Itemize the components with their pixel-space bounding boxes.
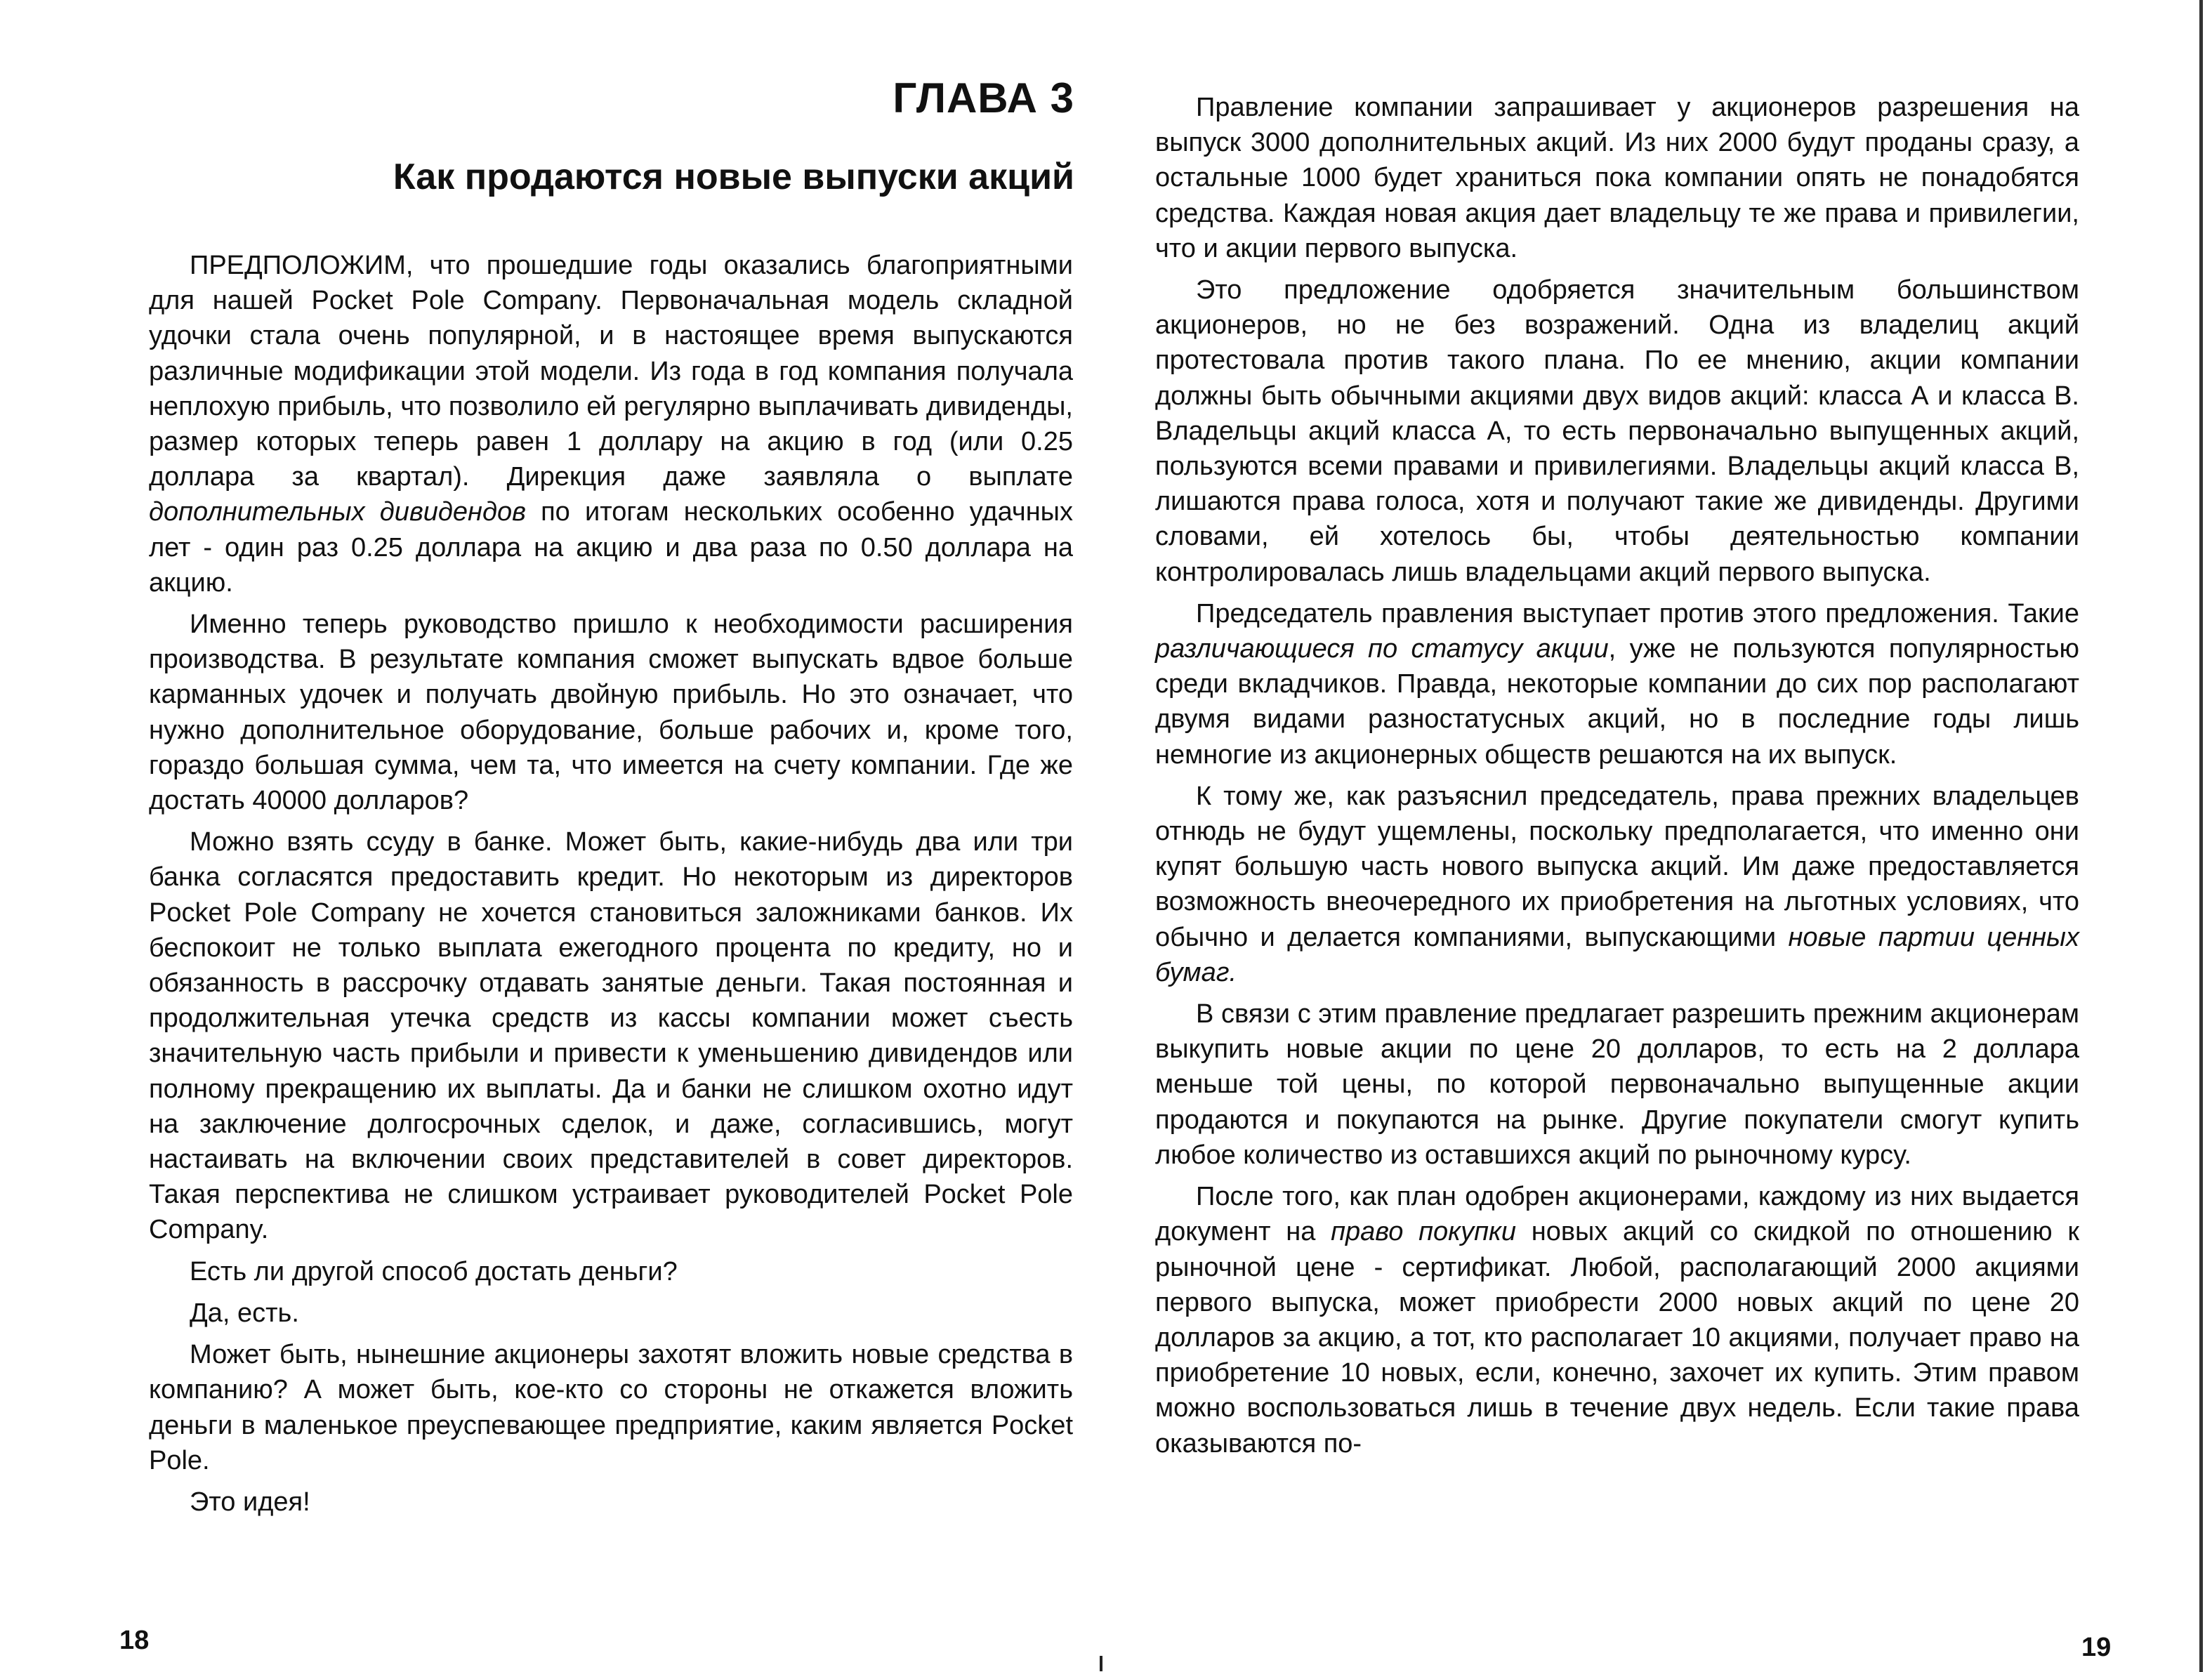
italic-term: право покупки — [1331, 1217, 1517, 1247]
binding-gutter-mark — [1100, 1656, 1102, 1671]
left-text-column — [149, 248, 1073, 1526]
chapter-heading: ГЛАВА 3 — [893, 74, 1074, 121]
page-number: 19 — [2081, 1633, 2112, 1662]
right-page — [1106, 0, 2212, 1672]
paragraph: ПРЕДПОЛОЖИМ, что прошедшие годы оказались благоприятными для нашей Pocket Pole Company. Первоначальная модель складной удочки стала очень популярной, и в настоящее время выпускаются различные модификации этой модели. Из года в год компания получала неплохую прибыль, что позволило ей регулярно выплачивать дивиденды, размер которых теперь равен 1 доллару на акцию в год (или 0.25 доллара за квартал). Дирекция даже заявляла о выплате дополнительных дивидендов по итогам нескольких особенно удачных лет - один раз 0.25 доллара на акцию и два раза по 0.50 доллара на акцию. — [149, 251, 1073, 598]
paragraph: Правление компании запрашивает у акционеров разрешения на выпуск 3000 дополнительных акций. Из них 2000 будут проданы сразу, а остальные 1000 будет храниться пока компании опять не понадобятся средства. Каждая новая акция дает владельцу те же права и привилегии, что и акции первого выпуска. — [1155, 93, 2079, 263]
paragraph: Может быть, нынешние акционеры захотят вложить новые средства в компанию? А может быть, кое-кто со стороны не откажется вложить деньги в маленькое преуспевающее предприятие, каким является Pocket Pole. — [149, 1340, 1073, 1475]
paragraph: Да, есть. — [190, 1298, 299, 1328]
paragraph: Это идея! — [190, 1487, 310, 1517]
paragraph: Это предложение одобряется значительным большинством акционеров, но не без возражений. Одна из владелиц акций протестовала против такого плана. По ее мнению, акции компании должны быть обычными акциями двух видов акций: класса А и класса В. Владельцы акций класса А, то есть первоначально выпущенных акций, пользуются всеми правами и привилегиями. Владельцы акций класса В, лишаются права голоса, хотя и получают такие же дивиденды. Другими словами, ей хотелось бы, чтобы деятельностью компании контролировалась лишь владельцами акций первого выпуска. — [1155, 275, 2079, 587]
page-number: 18 — [119, 1626, 150, 1655]
chapter-title: Как продаются новые выпуски акций — [393, 157, 1074, 197]
italic-term: дополнительных дивидендов — [149, 497, 526, 527]
paragraph: Председатель правления выступает против этого предложения. Такие различающиеся по статусу акции, уже не пользуются популярностью среди вкладчиков. Правда, некоторые компании до сих пор располагают двумя видами разностатусных акций, но в последние годы лишь немногие из акционерных обществ решаются на их выпуск. — [1155, 598, 2079, 770]
paragraph: После того, как план одобрен акционерами, каждому из них выдается документ на право покупки новых акций со скидкой по отношению к рыночной цене - сертификат. Любой, располагающий 2000 акциями первого выпуска, может приобрести 2000 новых акций по цене 20 долларов за акцию, а тот, кто располагает 10 акциями, получает право на приобретение 10 новых, если, конечно, захочет их купить. Этим правом можно воспользоваться лишь в течение двух недель. Если такие права оказываются по- — [1155, 1182, 2079, 1459]
page-edge-line — [2199, 0, 2203, 1672]
paragraph: В связи с этим правление предлагает разрешить прежним акционерам выкупить новые акции по цене 20 долларов, то есть на 2 доллара меньше той цены, по которой первоначально выпущенные акции продаются и покупаются на рынке. Другие покупатели смогут купить любое количество из оставшихся акций по рыночному курсу. — [1155, 999, 2079, 1170]
right-text-column — [1155, 90, 2079, 1468]
italic-term: новые партии ценных бумаг. — [1155, 922, 2079, 987]
italic-term: различающиеся по статусу акции — [1155, 634, 1609, 664]
paragraph: К тому же, как разъяснил председатель, права прежних владельцев отнюдь не будут ущемлены, поскольку предполагается, что именно они купят большую часть нового выпуска акций. Им даже предоставляется возможность внеочередного их приобретения на льготных условиях, что обычно и делается компаниями, выпускающими новые партии ценных бумаг. — [1155, 781, 2079, 987]
paragraph: Именно теперь руководство пришло к необходимости расширения производства. В результате компания сможет выпускать вдвое больше карманных удочек и получать двойную прибыль. Но это означает, что нужно дополнительное оборудование, больше рабочих и, кроме того, гораздо большая сумма, чем та, что имеется на счету компании. Где же достать 40000 долларов? — [149, 610, 1073, 816]
paragraph: Есть ли другой способ достать деньги? — [190, 1256, 678, 1286]
paragraph: Можно взять ссуду в банке. Может быть, какие-нибудь два или три банка согласятся предоставить кредит. Но некоторым из директоров Pocket Pole Company не хочется становиться заложниками банков. Их беспокоит не только выплата ежегодного процента по кредиту, но и обязанность в рассрочку отдавать занятые деньги. Такая постоянная и продолжительная утечка средств из кассы компании может съесть значительную часть прибыли и привести к уменьшению дивидендов или полному прекращению их выплаты. Да и банки не слишком охотно идут на заключение долгосрочных сделок, и даже, согласившись, могут настаивать на включении своих представителей в совет директоров. Такая перспектива не слишком устраивает руководителей Pocket Pole Company. — [149, 827, 1073, 1245]
